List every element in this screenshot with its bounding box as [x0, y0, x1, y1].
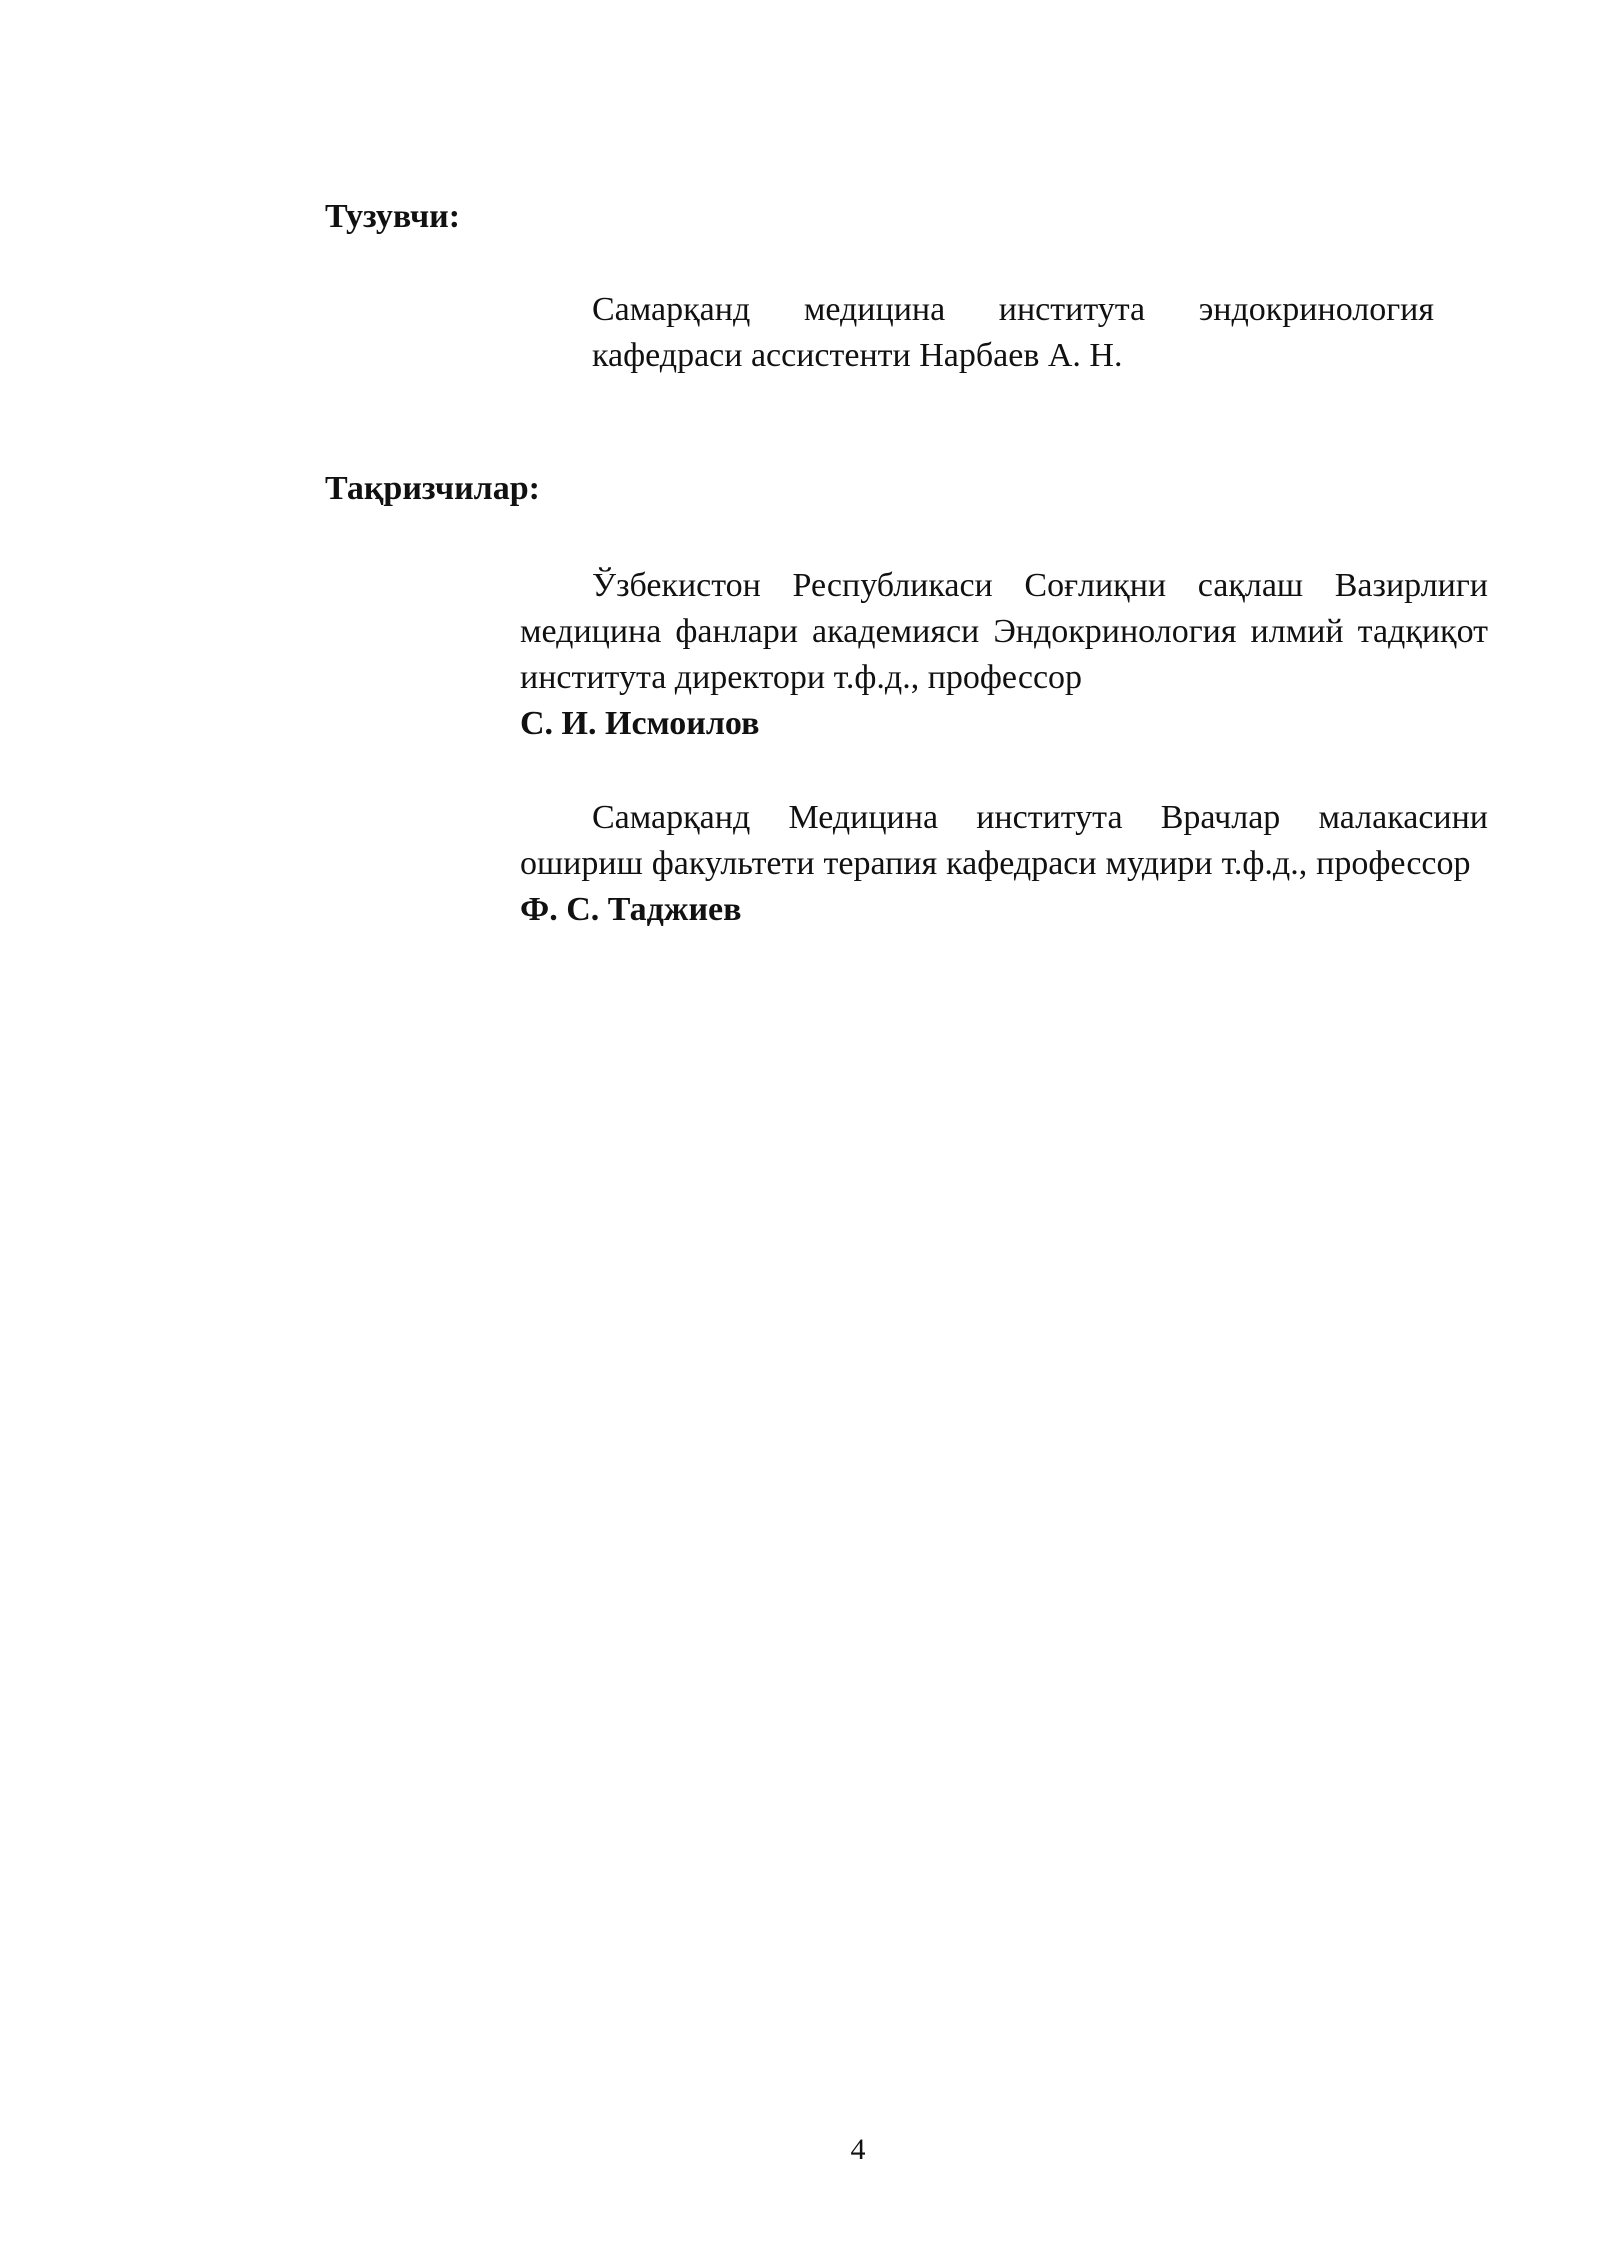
page-number: 4 [850, 2133, 866, 2166]
reviewer-2-name: Ф. С. Таджиев [520, 891, 742, 928]
reviewer-2-paragraph [520, 795, 1488, 933]
compiler-heading: Тузувчи: [325, 198, 461, 235]
compiler-text-line-1: Самарқанд медицина института эндокринология [592, 291, 1434, 328]
reviewer-2-text: Самарқанд Медицина института Врачлар малакасини ошириш факультети терапия кафедраси мудири т.ф.д., профессор [520, 799, 1488, 882]
compiler-text-line-2: кафедраси ассистенти Нарбаев А. Н. [592, 337, 1123, 374]
compiler-text [592, 287, 1434, 379]
reviewer-1-name: С. И. Исмоилов [520, 705, 760, 742]
reviewers-heading: Тақризчилар: [325, 470, 540, 507]
reviewer-1-text: Ўзбекистон Республикаси Соғлиқни сақлаш Вазирлиги медицина фанлари академияси Эндокринология илмий тадқиқот института директори т.ф.д., профессор [520, 567, 1488, 696]
reviewer-1-paragraph [520, 563, 1488, 747]
